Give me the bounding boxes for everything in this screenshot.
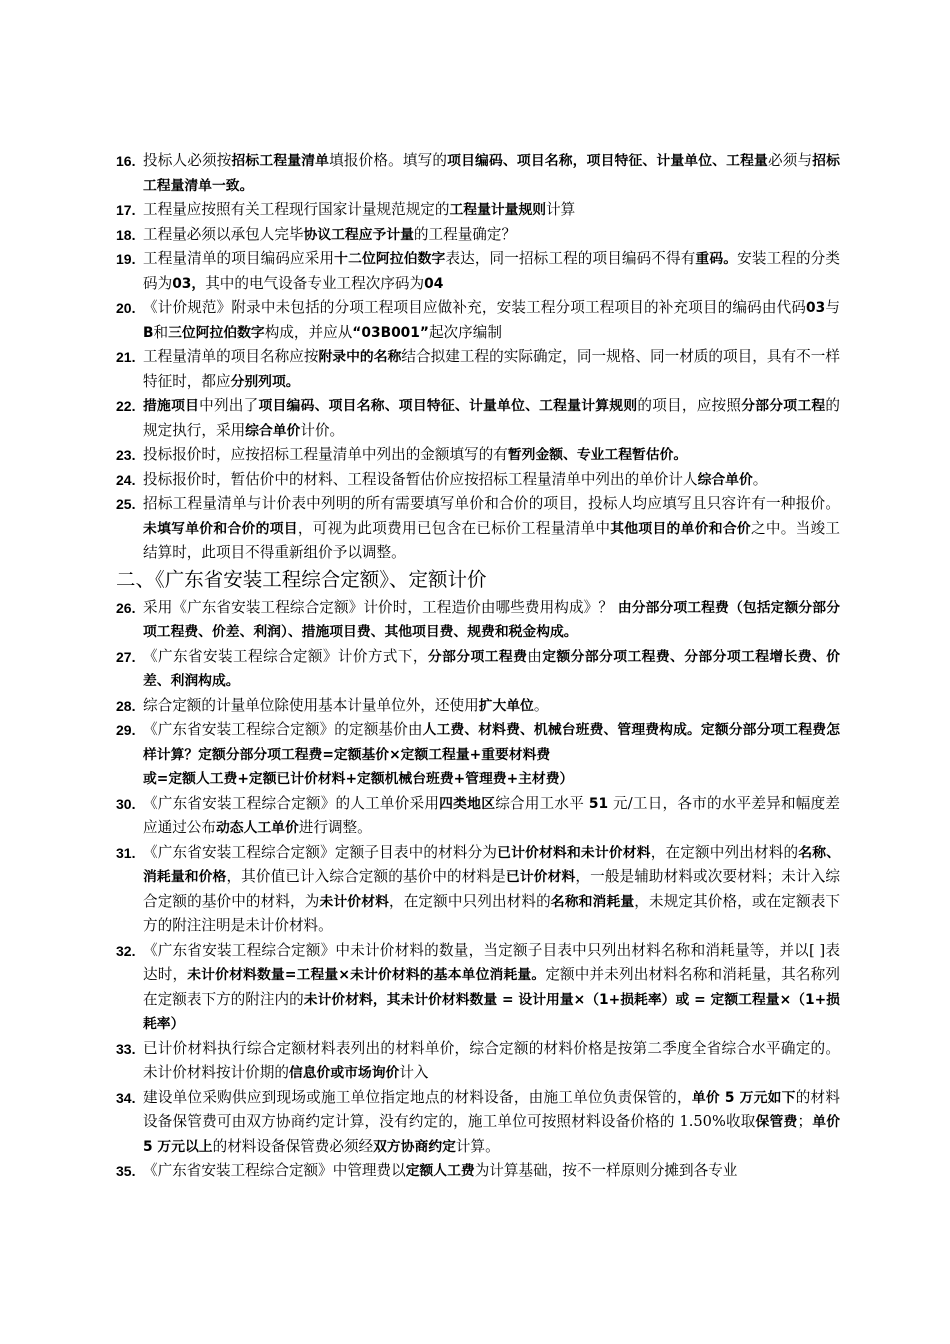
text: 综合定额的计量单位除使用基本计量单位外，还使用	[143, 696, 479, 714]
item-number: 20.	[116, 300, 136, 316]
text: 计价。	[300, 421, 345, 439]
text: 起次序编制	[428, 323, 502, 341]
text: 采用《广东省安装工程综合定额》计价时，工程造价由哪些费用构成》？	[143, 598, 618, 616]
text: 工程量清单的项目编码应采用	[143, 250, 335, 267]
text: 的规定执行，采用	[143, 397, 840, 439]
bold-text: 招标工程量清单一致。	[143, 153, 840, 194]
text: 投标报价时，暂估价中的材料、工程设备暂估价应按招标工程量清单中列出的单价计人	[143, 470, 698, 488]
bold-text: 04	[424, 275, 444, 292]
text: 的工程量确定？	[413, 225, 517, 243]
bold-text: 人工费、材料费、机械台班费、管理费构成。定额分部分项工程费怎样计算？定额分部分项工程费=定额基价×定额工程量+重要材料费	[143, 722, 840, 763]
bold-text: 分部分项工程	[741, 398, 826, 414]
text: 《广东省安装工程综合定额》定额子目表中的材料分为	[143, 843, 498, 861]
text: ，在定额中列出材料的	[650, 843, 799, 861]
numbered-list-part-1	[116, 149, 840, 566]
item-number: 18.	[116, 226, 136, 243]
text: 其中的电气设备专业工程次序码为	[205, 274, 425, 292]
item-number: 26.	[116, 599, 136, 616]
text: 计入	[399, 1064, 429, 1081]
list-item	[116, 443, 840, 468]
text: 由	[527, 647, 543, 665]
document-body	[116, 149, 840, 1184]
text: 投标人必须按	[143, 152, 232, 169]
item-number: 30.	[116, 795, 136, 812]
text: 。	[752, 470, 768, 488]
item-number: 28.	[116, 697, 136, 714]
list-item	[116, 596, 840, 645]
bold-text: 协议工程应予计量	[303, 226, 414, 243]
bold-text: 定额分部分项工程费、分部分项工程增长费、价差、利润构成。	[143, 648, 840, 689]
text: 《广东省安装工程综合定额》的人工单价采用	[143, 794, 440, 812]
bold-text: 暂列金额、专业工程暂估价。	[507, 447, 688, 463]
numbered-list-part-2	[116, 596, 840, 1184]
bold-text: B	[143, 324, 154, 341]
item-number: 27.	[116, 648, 136, 665]
list-item	[116, 247, 840, 296]
bold-text: 动态人工单价	[215, 820, 299, 836]
item-number: 34.	[116, 1089, 136, 1106]
text: 元/工日，各市的水平差异和幅度差应通过公布	[143, 794, 840, 836]
text: 为计算基础，按不一样原则分摊到各专业	[474, 1162, 738, 1179]
bold-text: 51	[588, 795, 609, 812]
item-number: 21.	[116, 349, 136, 365]
bold-text: 已计价材料	[505, 869, 576, 885]
bold-text: 综合单价	[245, 422, 301, 439]
text: 安装工程的分类码为	[143, 250, 840, 292]
bold-text: 重码。	[695, 251, 738, 267]
text: 与	[825, 299, 840, 316]
text: 《计价规范》附录中未包括的分项工程项目应做补充，安装工程分项工程项目的补充项目的编码由代码	[143, 299, 807, 316]
text: 的项目，应按照	[637, 397, 742, 414]
list-item	[116, 645, 840, 694]
bold-text: 由分部分项工程费（包括定额分部分项工程费、价差、利润）、措施项目费、其他项目费、规费和税金构成。	[143, 599, 840, 640]
bold-text: 未计价材料	[319, 893, 390, 910]
text: 招标工程量清单与计价表中列明的所有需要填写单价和合价的项目，投标人均应填写且只容许有一种报价。	[143, 495, 840, 512]
text: 已计价材料执行综合定额材料表列出的材料单价，综合定额的材料价格是按第二季度全省综合水平确定的。未计价材料按计价期的	[143, 1039, 840, 1081]
item-number: 35.	[116, 1163, 136, 1179]
text: 必须与	[767, 152, 813, 169]
item-number: 33.	[116, 1040, 136, 1057]
bold-text: 名称、消耗量和价格	[143, 844, 840, 885]
list-item	[116, 694, 840, 719]
item-number: 16.	[116, 153, 136, 169]
bold-text: 其他项目的单价和合价	[610, 520, 752, 537]
list-item	[116, 1086, 840, 1160]
item-number: 22.	[116, 398, 136, 414]
text: 构成，并应从	[264, 323, 353, 341]
list-item	[116, 939, 840, 1037]
text: 《广东省安装工程综合定额》计价方式下，	[143, 647, 428, 665]
text: 结合拟建工程的实际确定，同一规格、同一材质的项目，具有不一样特征时，都应	[143, 348, 840, 390]
bold-text: 双方协商约定	[373, 1138, 456, 1155]
bold-text: 四类地区	[439, 795, 496, 812]
text: 《广东省安装工程综合定额》中管理费以	[143, 1162, 406, 1179]
bold-text: 项目编码、项目名称、项目特征、计量单位、工程量计算规则	[258, 398, 638, 414]
item-number: 24.	[116, 471, 136, 488]
bold-text: 综合单价	[697, 471, 753, 488]
text: 和	[153, 323, 169, 341]
list-item	[116, 718, 840, 792]
bold-text: 未计价材料，其未计价材料数量 = 设计用量×（1+损耗率）或 = 定额工程量×（1+损耗率）	[143, 991, 840, 1032]
list-item	[116, 223, 840, 248]
list-item	[116, 1037, 840, 1086]
text: 工程量应按照有关工程现行国家计量规范规定的	[143, 201, 450, 218]
list-item	[116, 468, 840, 493]
text: ，未规定其价格，或在定额表下方的附注注明是未计价材料。	[143, 892, 840, 934]
text: 计算。	[455, 1137, 500, 1155]
text: 工程量必须以承包人完毕	[143, 225, 304, 243]
text: 投标报价时，应按招标工程量清单中列出的金额填写的有	[143, 446, 508, 463]
text: 定额中并未列出材料名称和消耗量，其名称列在定额表下方的附注内的	[143, 966, 840, 1008]
text: 《广东省安装工程综合定额》的定额基价由	[143, 721, 423, 738]
text: ，可视为此项费用已包含在已标价工程量清单中	[297, 519, 611, 537]
list-item	[116, 198, 840, 223]
text: 之中。当竣工结算时，此项目不得重新组价予以调整。	[143, 519, 840, 561]
bold-text: 扩大单位	[478, 697, 534, 714]
text: 计算	[546, 201, 576, 218]
list-item	[116, 792, 840, 841]
bold-text: 十二位阿拉伯数字	[334, 251, 446, 267]
text: 进行调整。	[298, 819, 372, 836]
bold-text: 三位阿拉伯数字	[168, 324, 265, 341]
bold-text: 定额人工费	[405, 1163, 475, 1179]
bold-text: “03B001”	[352, 324, 429, 341]
list-item	[116, 841, 840, 939]
bold-text: 项目编码、项目名称，项目特征、计量单位、工程量	[447, 153, 768, 169]
bold-text: 未计价材料数量=工程量×未计价材料的基本单位消耗量。	[187, 967, 546, 983]
bold-text: 工程量计量规则	[449, 202, 547, 218]
item-number: 19.	[116, 251, 136, 267]
list-item	[116, 149, 840, 198]
bold-text: 分部分项工程费	[427, 648, 528, 665]
list-item	[116, 492, 840, 566]
text: 填报价格。填写的	[329, 152, 448, 169]
text: ，在定额中只列出材料的	[389, 892, 551, 910]
list-item	[116, 345, 840, 394]
bold-text: 或=定额人工费+定额已计价材料+定额机械台班费+管理费+主材费）	[143, 771, 574, 787]
item-number: 29.	[116, 722, 136, 738]
text: 中列出了	[199, 397, 259, 414]
text: 综合用工水平	[495, 794, 589, 812]
section-heading: 二、《广东省安装工程综合定额》、定额计价	[116, 567, 487, 591]
list-item	[116, 394, 840, 443]
bold-text: 未填写单价和合价的项目	[143, 520, 298, 537]
text: ，其价值已计入综合定额的基价中的材料是	[226, 868, 506, 885]
text: 。	[533, 696, 549, 714]
bold-text: 信息价或市场询价	[288, 1065, 400, 1081]
item-number: 31.	[116, 844, 136, 861]
text: 《广东省安装工程综合定额》中未计价材料的数量，当定额子目表中只列出材料名称和消耗量等，并以[ ]表达时，	[143, 941, 840, 983]
bold-text: 名称和消耗量	[550, 893, 635, 910]
text: 的材料设备保管费必须经	[212, 1137, 374, 1155]
bold-text: 保管费	[755, 1114, 798, 1130]
item-number: 25.	[116, 496, 136, 512]
text: 表达，同一招标工程的项目编码不得有	[445, 250, 696, 267]
text: 建设单位采购供应到现场或施工单位指定地点的材料设备，由施工单位负责保管的，	[143, 1088, 692, 1106]
bold-text: 03，	[172, 275, 206, 292]
bold-text: 单价 5 万元以上	[143, 1114, 841, 1155]
bold-text: 措施项目	[143, 398, 200, 414]
text: 工程量清单的项目名称应按	[143, 348, 319, 365]
bold-text: 附录中的名称	[318, 349, 402, 365]
text: ；	[797, 1113, 813, 1130]
bold-text: 分别列项。	[230, 373, 300, 390]
bold-text: 单价 5 万元如下	[691, 1089, 796, 1106]
bold-text: 已计价材料和未计价材料	[497, 844, 651, 861]
text: 的材料设备保管费可由双方协商约定计算，没有约定的，施工单位可按照材料设备价格的 1.50%收取	[143, 1088, 840, 1130]
item-number: 32.	[116, 942, 136, 959]
list-item	[116, 296, 840, 345]
item-number: 23.	[116, 447, 136, 463]
list-item	[116, 1159, 840, 1184]
bold-text: 招标工程量清单	[231, 153, 330, 169]
text: ，一般是辅助材料或次要材料；未计入综合定额的基价中的材料，为	[143, 868, 840, 910]
bold-text: 03	[806, 300, 826, 316]
item-number: 17.	[116, 202, 136, 218]
